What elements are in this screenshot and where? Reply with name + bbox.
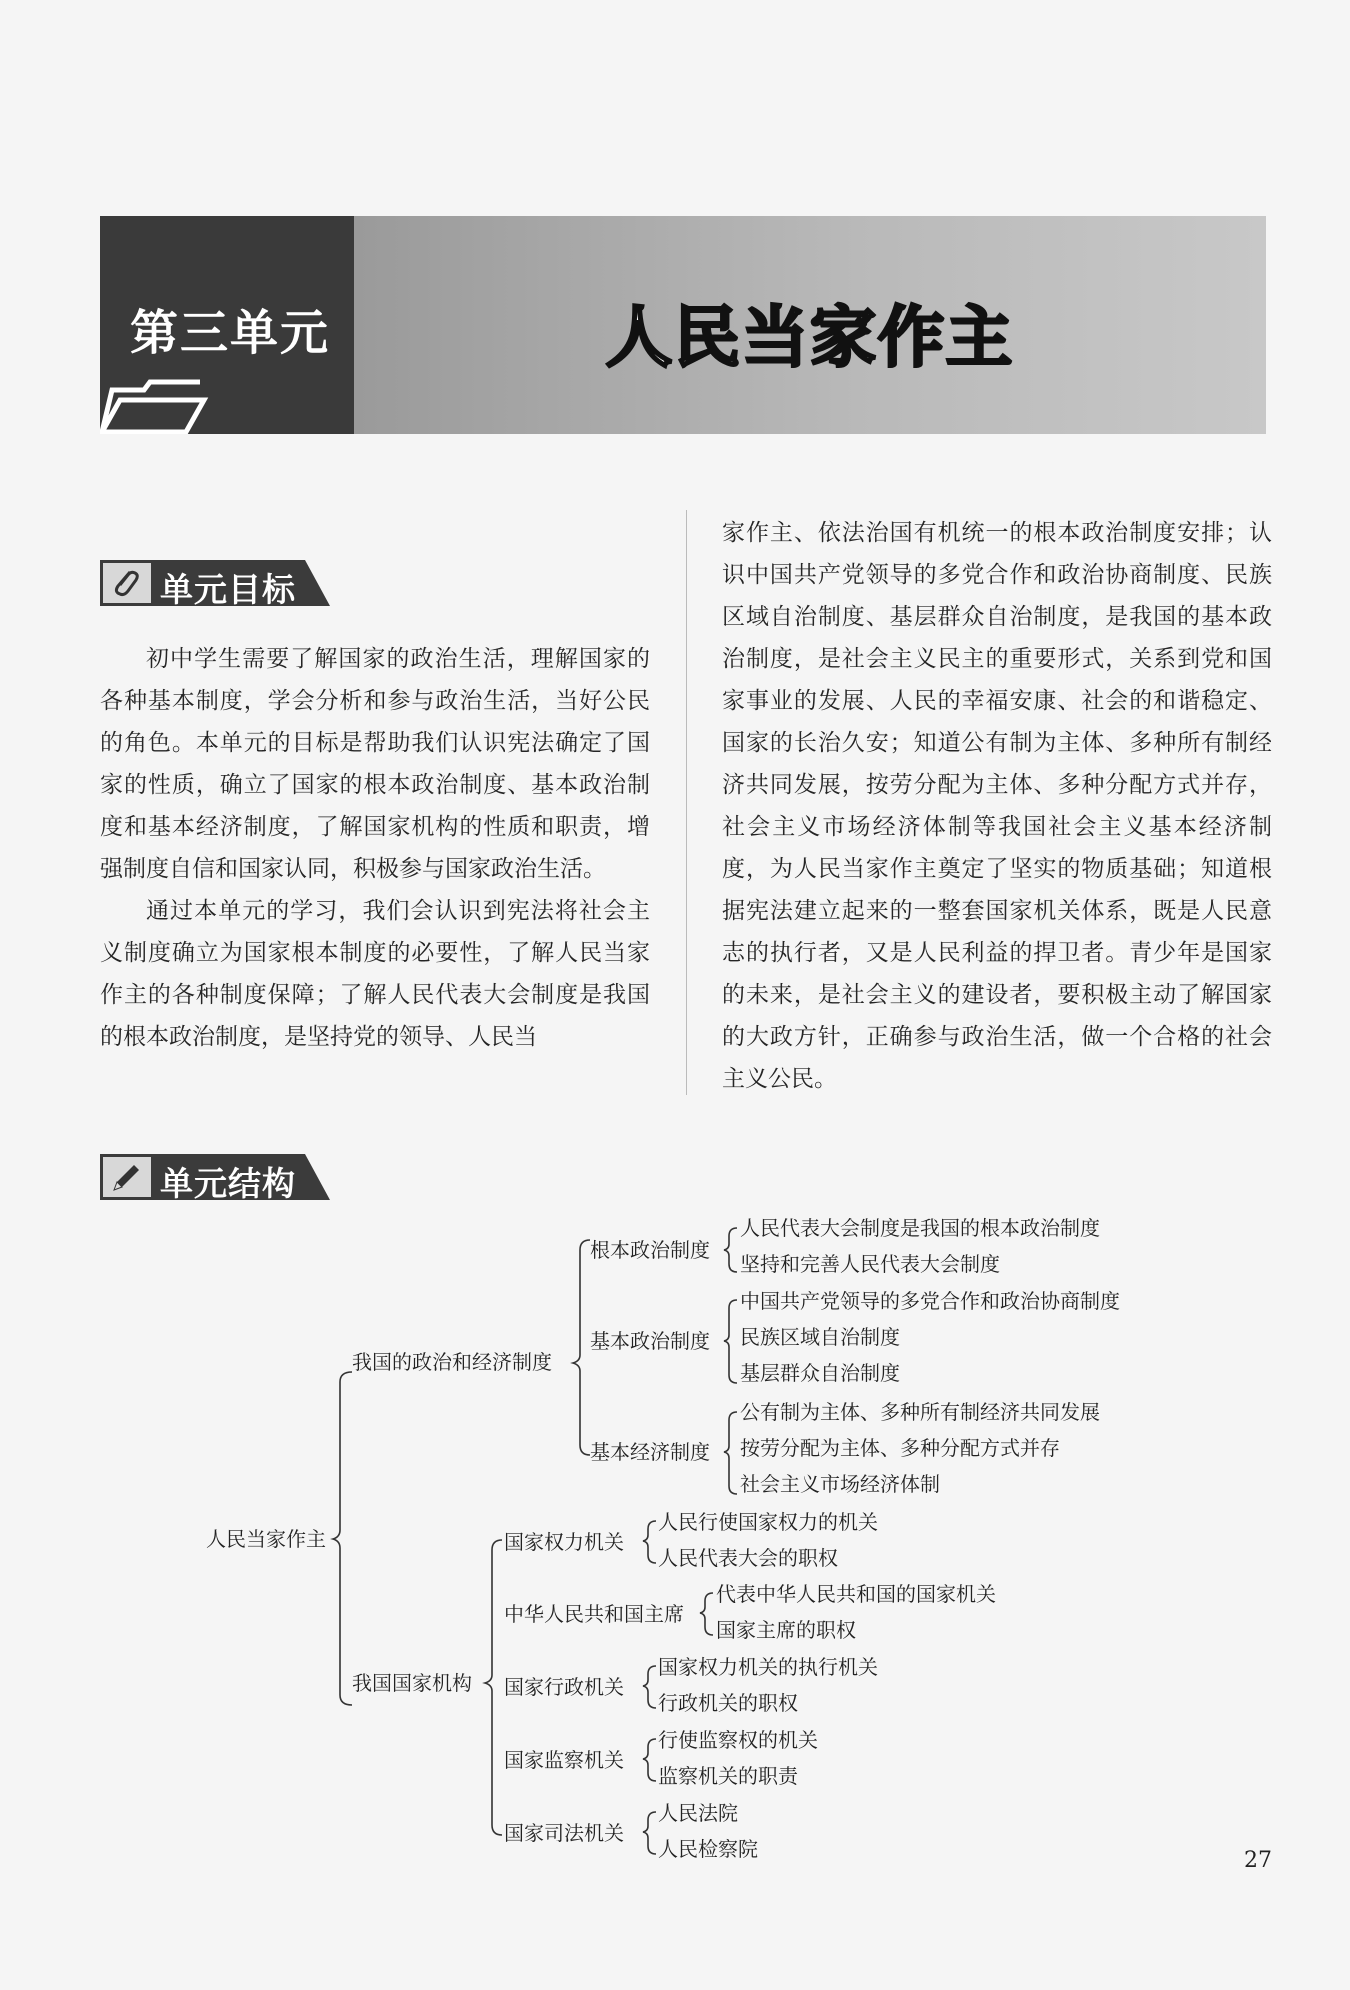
tree-node-administrative-organ: 国家行政机关 [504,1675,624,1699]
tree-root: 人民当家作主 [206,1527,326,1551]
tree-leaf: 人民代表大会制度是我国的根本政治制度 [740,1216,1100,1240]
page-number: 27 [1244,1848,1272,1873]
tree-node-power-organ: 国家权力机关 [504,1530,624,1554]
tree-leaf: 行政机关的职权 [658,1691,798,1715]
tree-leaf: 国家权力机关的执行机关 [658,1655,878,1679]
tree-leaf: 坚持和完善人民代表大会制度 [740,1252,1000,1276]
tree-leaf: 监察机关的职责 [658,1764,798,1788]
tree-leaf: 国家主席的职权 [716,1618,856,1642]
goals-paragraph-2-continued: 家作主、依法治国有机统一的根本政治制度安排；认识中国共产党领导的多党合作和政治协商制度、民族区域自治制度、基层群众自治制度，是我国的基本政治制度，是社会主义民主的重要形式，关系到党和国家事业的发展、人民的幸福安康、社会的和谐稳定、国家的长治久安；知道公有制为主体、多种所有制经济共同发展，按劳分配为主体、多种分配方式并存，社会主义市场经济体制等我国社会主义基本经济制度，为人民当家作主奠定了坚实的物质基础；知道根据宪法建立起来的一整套国家机关体系，既是人民意志的执行者，又是人民利益的捍卫者。青少年是国家的未来，是社会主义的建设者，要积极主动了解国家的大政方针，正确参与政治生活，做一个合格的社会主义公民。 [722,520,1272,1092]
tree-leaf: 社会主义市场经济体制 [740,1472,940,1496]
tree-leaf: 基层群众自治制度 [740,1361,900,1385]
tree-leaf: 人民检察院 [658,1837,758,1861]
tree-leaf: 行使监察权的机关 [658,1728,818,1752]
tree-branch-political-economic: 我国的政治和经济制度 [352,1350,552,1374]
tree-node-basic-economic-system: 基本经济制度 [590,1440,710,1464]
section-structure-title: 单元结构 [160,1164,296,1203]
unit-title: 人民当家作主 [606,299,1014,376]
tree-leaf: 人民代表大会的职权 [658,1546,838,1570]
goals-paragraph-1: 初中学生需要了解国家的政治生活，理解国家的各种基本制度，学会分析和参与政治生活，当好公民的角色。本单元的目标是帮助我们认识宪法确定了国家的性质，确立了国家的根本政治制度、基本政治制度和基本经济制度，了解国家机构的性质和职责，增强制度自信和国家认同，积极参与国家政治生活。 [100,646,650,882]
tree-leaf: 代表中华人民共和国的国家机关 [716,1582,996,1606]
tree-leaf: 中国共产党领导的多党合作和政治协商制度 [740,1289,1120,1313]
tree-leaf: 人民行使国家权力的机关 [658,1510,878,1534]
goals-paragraph-2-start: 通过本单元的学习，我们会认识到宪法将社会主义制度确立为国家根本制度的必要性，了解人民当家作主的各种制度保障；了解人民代表大会制度是我国的根本政治制度，是坚持党的领导、人民当 [100,898,650,1050]
tree-node-basic-political-system: 基本政治制度 [590,1329,710,1353]
tree-branch-state-organs: 我国国家机构 [352,1671,472,1695]
tree-leaf: 按劳分配为主体、多种分配方式并存 [740,1436,1060,1460]
tree-node-president: 中华人民共和国主席 [504,1602,684,1626]
tree-node-fundamental-system: 根本政治制度 [590,1238,710,1262]
unit-number: 第三单元 [130,305,331,361]
tree-leaf: 民族区域自治制度 [740,1325,900,1349]
tree-leaf: 公有制为主体、多种所有制经济共同发展 [740,1400,1100,1424]
tree-node-supervisory-organ: 国家监察机关 [504,1748,624,1772]
section-goals-title: 单元目标 [160,570,296,609]
tree-node-judicial-organ: 国家司法机关 [504,1821,624,1845]
tree-leaf: 人民法院 [658,1801,738,1825]
